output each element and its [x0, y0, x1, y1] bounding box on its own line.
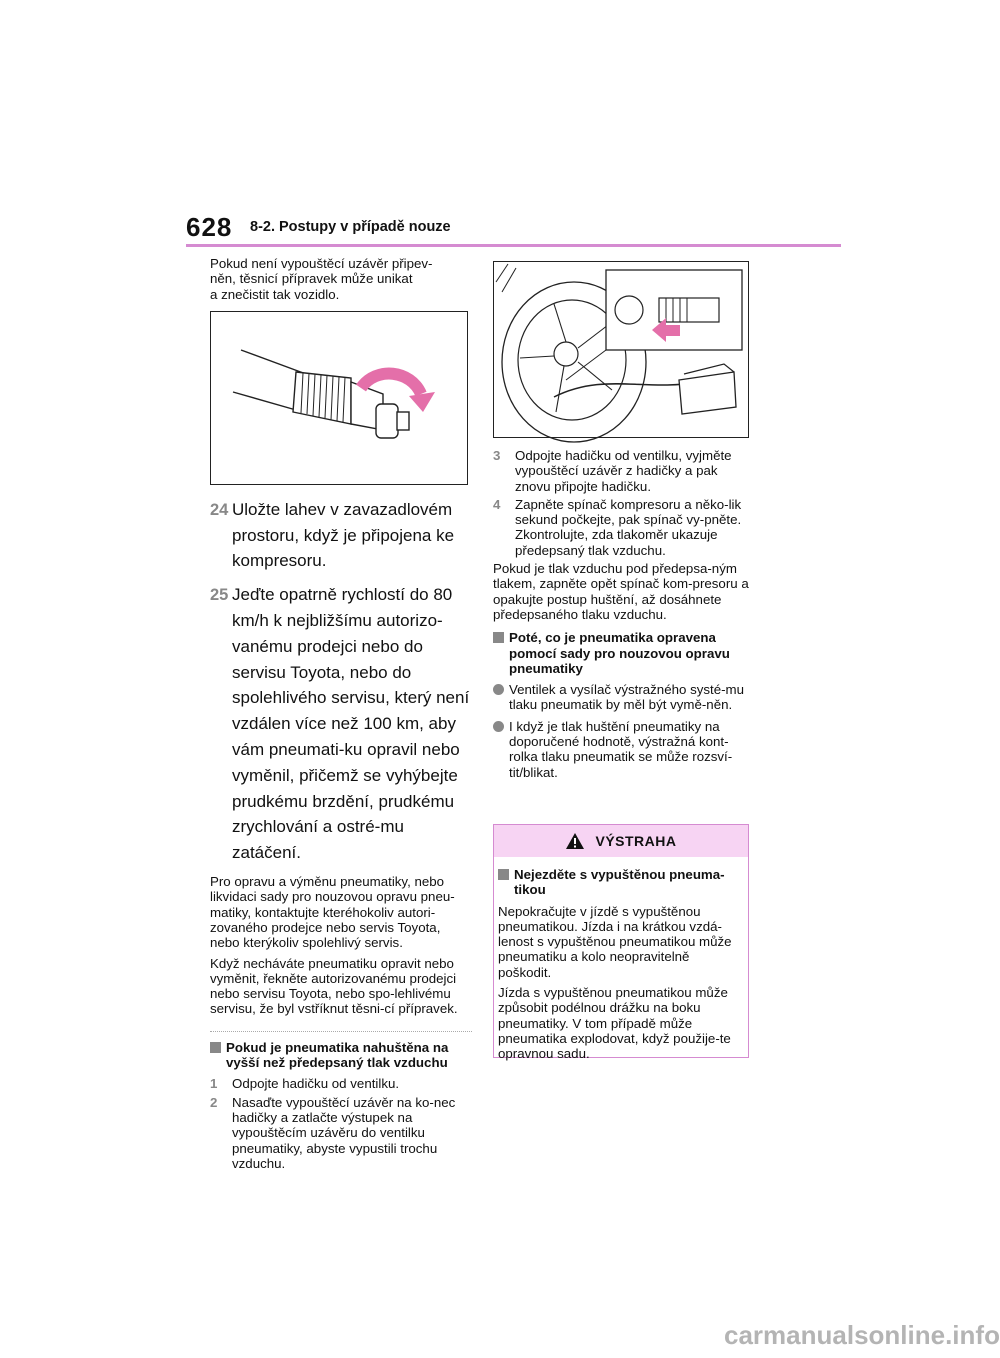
- step-number: 4: [493, 496, 501, 512]
- square-bullet-icon: [210, 1042, 221, 1053]
- intro-paragraph: Pokud není vypouštěcí uzávěr připev- něn, těsnicí přípravek může unikat a znečistit tak vozidlo.: [210, 256, 433, 302]
- underinflated-paragraph: Pokud je tlak vzduchu pod předepsa-ným tlakem, zapněte opět spínač kom-presoru a opakujte postup huštění, až dosáhnete předepsaného tlaku vzduchu.: [493, 561, 749, 622]
- sub-step-1: [210, 1076, 472, 1091]
- circle-bullet-icon: [493, 721, 504, 732]
- wheel-compressor-illustration: [493, 261, 749, 438]
- step-number: 25: [210, 586, 229, 605]
- step-number: 2: [210, 1094, 218, 1110]
- section-title: 8-2. Postupy v případě nouze: [250, 219, 451, 235]
- step-24: [210, 497, 472, 574]
- step-25: [210, 582, 472, 866]
- section-divider: [210, 1031, 472, 1032]
- square-bullet-icon: [498, 869, 509, 880]
- warning-paragraph: Jízda s vypuštěnou pneumatikou může způsobit podélnou drážku na boku pneumatiky. V tom případě může pneumatika explodovat, když použije-te opravnou sadu.: [498, 985, 731, 1062]
- step-text: Zapněte spínač kompresoru a něko-lik sekund počkejte, pak spínač vy-pněte. Zkontrolujte, zda tlakoměr ukazuje předepsaný tlak vzduchu.: [515, 496, 742, 558]
- step-text: Odpojte hadičku od ventilku, vyjměte vypouštěcí uzávěr z hadičky a pak znovu připojte hadičku.: [515, 448, 732, 494]
- repair-contact-paragraph: Pro opravu a výměnu pneumatiky, nebo likvidaci sady pro nouzovou opravu pneu-matiky, kontaktujte kteréhokoliv autori-zovaného prodejce nebo servis Toyota, nebo kterýkoliv spolehlivý servis.: [210, 874, 455, 951]
- warning-header: [494, 825, 748, 857]
- right-column: [493, 256, 755, 786]
- warning-body: [494, 857, 748, 1062]
- step-number: 3: [493, 448, 501, 463]
- step-text: Jeďte opatrně rychlostí do 80 km/h k nejbližšímu autorizo-vanému prodejci nebo do servisu Toyota, nebo do spolehlivého servisu, který není vzdálen více než 100 km, aby vám pneumati-ku opravil nebo vyměnil, přičemž se vyhýbejte prudkému brzdění, prudkému zrychlování a ostré-mu zatáčení.: [232, 585, 470, 863]
- header-rule: [186, 244, 841, 247]
- after-repair-subheading: Poté, co je pneumatika opravena pomocí sady pro nouzovou opravu pneumatiky: [493, 630, 755, 676]
- sealant-notice-paragraph: Když necháváte pneumatiku opravit nebo vyměnit, řekněte autorizovanému prodejci nebo servisu Toyota, nebo spo-lehlivému servisu, že byl vstříknut těsni-cí přípravek.: [210, 955, 458, 1017]
- bullet-item: Ventilek a vysílač výstražného systé-mu tlaku pneumatik by měl být vymě-něn.: [493, 682, 755, 713]
- watermark: carmanualsonline.info: [724, 1320, 1000, 1350]
- sub-step-2: [210, 1095, 472, 1171]
- warning-title: VÝSTRAHA: [595, 833, 677, 849]
- overinflated-subheading: Pokud je pneumatika nahuštěna na vyšší než předepsaný tlak vzduchu: [210, 1040, 472, 1071]
- warning-triangle-icon: [565, 832, 585, 850]
- bullet-item: I když je tlak huštění pneumatiky na doporučené hodnotě, výstražná kont-rolka tlaku pneumatik se může rozsví-tit/blikat.: [493, 719, 755, 780]
- warning-box: [493, 824, 749, 1062]
- step-text: Nasaďte vypouštěcí uzávěr na ko-nec hadičky a zatlačte výstupek na vypouštěcím uzávěru do ventilku pneumatiky, abyste vypustili trochu vzduchu.: [232, 1094, 456, 1171]
- square-bullet-icon: [493, 632, 504, 643]
- hose-cap-illustration: [210, 311, 468, 485]
- left-column: [210, 256, 472, 1174]
- sub-step-4: [493, 497, 755, 558]
- step-number: 24: [210, 500, 229, 519]
- page-number: 628: [186, 212, 233, 242]
- circle-bullet-icon: [493, 684, 504, 695]
- warning-subheading: Nejezděte s vypuštěnou pneuma-tikou: [498, 867, 742, 898]
- step-number: 1: [210, 1076, 218, 1092]
- sub-step-3: [493, 448, 755, 494]
- step-text: Odpojte hadičku od ventilku.: [232, 1076, 400, 1092]
- step-text: Uložte lahev v zavazadlovém prostoru, když je připojena ke kompresoru.: [232, 499, 455, 571]
- warning-paragraph: Nepokračujte v jízdě s vypuštěnou pneumatikou. Jízda i na krátkou vzdá-lenost s vypuštěnou pneumatikou může pneumatiku a kolo neopravitelně poškodit.: [498, 903, 732, 980]
